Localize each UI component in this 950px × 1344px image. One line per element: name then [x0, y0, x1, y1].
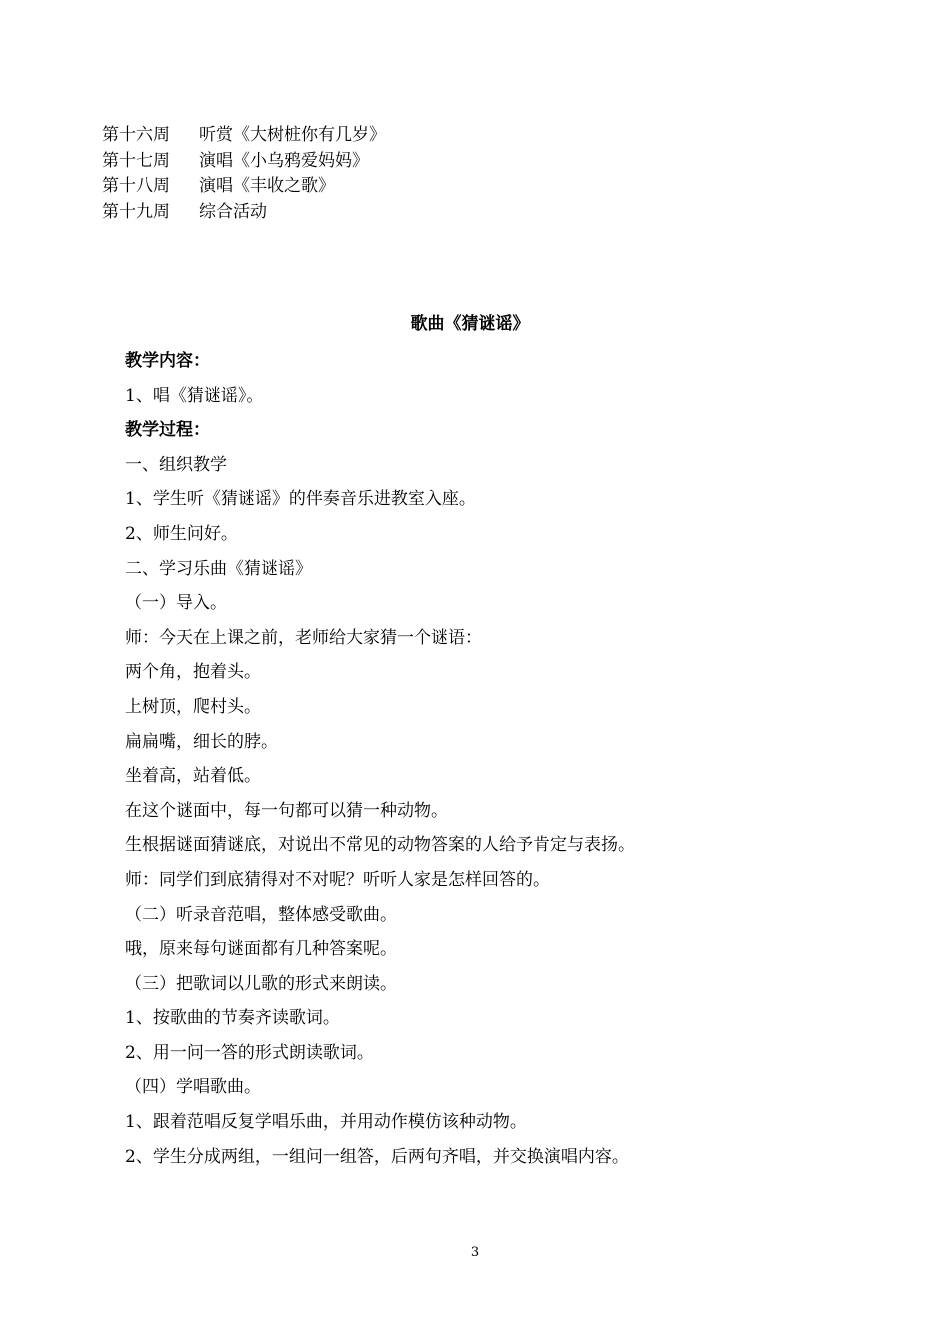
schedule-week: 第十八周 [102, 176, 170, 196]
paragraph: （三）把歌词以儿歌的形式来朗读。 [125, 973, 397, 994]
schedule-activity: 演唱《丰收之歌》 [199, 176, 335, 196]
riddle-line: 两个角，抱着头。 [125, 662, 261, 683]
page-number: 3 [470, 1245, 480, 1260]
paragraph: 1、按歌曲的节奏齐读歌词。 [125, 1008, 340, 1029]
schedule-row [102, 123, 386, 149]
schedule-activity: 演唱《小乌鸦爱妈妈》 [199, 150, 369, 171]
paragraph: 在这个谜面中，每一句都可以猜一种动物。 [125, 800, 448, 821]
paragraph: 一、组织教学 [125, 454, 227, 475]
paragraph: 师：今天在上课之前，老师给大家猜一个谜语： [125, 627, 482, 648]
schedule-week: 第十九周 [102, 201, 170, 222]
riddle-line: 上树顶，爬村头。 [125, 696, 261, 717]
schedule-activity: 综合活动 [199, 201, 267, 222]
schedule-week: 第十六周 [102, 125, 170, 145]
paragraph: 2、师生问好。 [125, 523, 238, 544]
paragraph: 1、跟着范唱反复学唱乐曲，并用动作模仿该种动物。 [125, 1112, 527, 1133]
paragraph: 2、用一问一答的形式朗读歌词。 [125, 1042, 374, 1063]
paragraph: （二）听录音范唱，整体感受歌曲。 [125, 904, 397, 925]
paragraph: 2、学生分成两组，一组问一组答，后两句齐唱，并交换演唱内容。 [125, 1146, 629, 1167]
section-heading-content: 教学内容： [125, 351, 210, 371]
paragraph: 生根据谜面猜谜底，对说出不常见的动物答案的人给予肯定与表扬。 [125, 835, 635, 856]
lesson-title: 歌曲《猜谜谣》 [410, 314, 530, 334]
paragraph: 师：同学们到底猜得对不对呢？听听人家是怎样回答的。 [125, 869, 550, 890]
riddle-line: 坐着高，站着低。 [125, 766, 261, 787]
paragraph: 1、唱《猜谜谣》。 [125, 385, 264, 406]
section-heading-process: 教学过程： [125, 420, 210, 441]
schedule-week: 第十七周 [102, 150, 170, 171]
paragraph: 哦，原来每句谜面都有几种答案呢。 [125, 939, 397, 960]
schedule-row [102, 149, 386, 175]
riddle-line: 扁扁嘴，细长的脖。 [125, 731, 278, 752]
paragraph: 1、学生听《猜谜谣》的伴奏音乐进教室入座。 [125, 489, 476, 510]
paragraph: 二、学习乐曲《猜谜谣》 [125, 558, 312, 579]
schedule-activity: 听赏《大树桩你有几岁》 [199, 125, 386, 145]
paragraph: （四）学唱歌曲。 [125, 1077, 261, 1098]
schedule-row [102, 174, 386, 200]
schedule-row [102, 200, 386, 226]
lesson-body [125, 344, 845, 1174]
weekly-schedule [102, 123, 386, 225]
paragraph: （一）导入。 [125, 593, 227, 614]
